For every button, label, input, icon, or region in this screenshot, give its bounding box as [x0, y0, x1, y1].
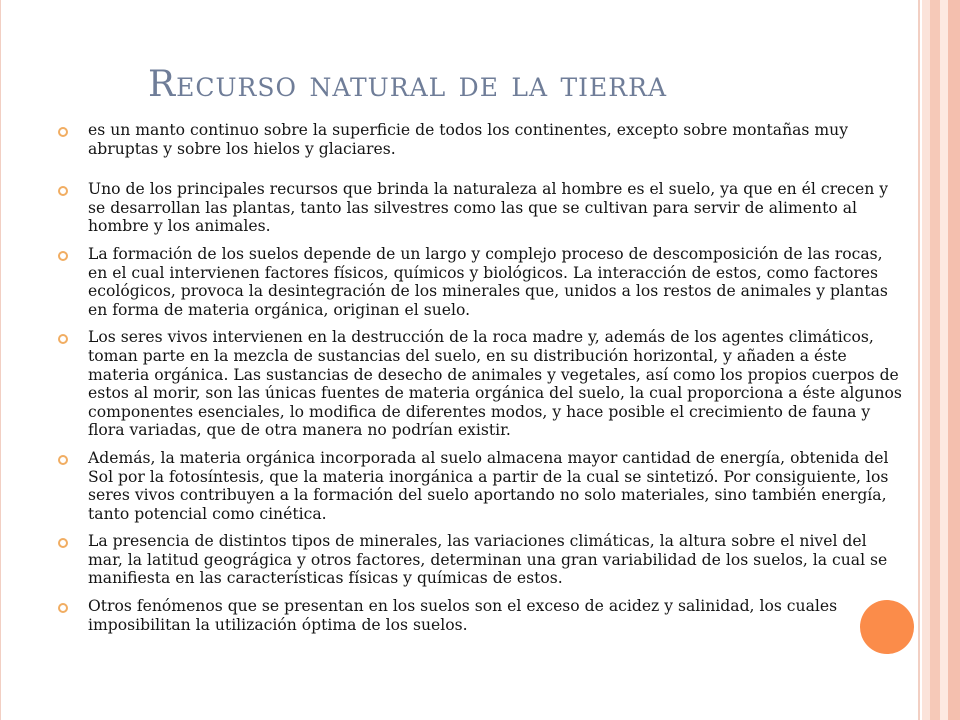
decorative-stripe — [948, 0, 960, 720]
bullet-icon — [58, 603, 68, 613]
decorative-stripe — [940, 0, 948, 720]
bullet-item — [58, 328, 904, 440]
bullet-text: Otros fenómenos que se presentan en los suelos son el exceso de acidez y salinidad, los cuales imposibilitan la utilización óptima de los suelos. — [88, 597, 838, 634]
bullet-item — [58, 245, 904, 319]
bullet-item — [58, 121, 904, 158]
bullet-text: Además, la materia orgánica incorporada al suelo almacena mayor cantidad de energía, obtenida del Sol por la fotosíntesis, que la materia inorgánica a partir de la cual se sintetizó. Por consiguiente, los seres vivos contribuyen a la formación del suelo aportando no solo materiales, sino también energía, tanto potencial como cinética. — [88, 448, 889, 523]
bullet-text: La presencia de distintos tipos de minerales, las variaciones climáticas, la altura sobre el nivel del mar, la latitud geográgica y otros factores, determinan una gran variabilidad de los suelos, la cual se manifiesta en las características físicas y químicas de estos. — [88, 532, 888, 588]
bullet-text: Los seres vivos intervienen en la destrucción de la roca madre y, además de los agentes climáticos, toman parte en la mezcla de sustancias del suelo, en su distribución horizontal, y añaden a éste materia orgánica. Las sustancias de desecho de animales y vegetales, así como los propios cuerpos de estos al morir, son las únicas fuentes de materia orgánica del suelo, la cual proporciona a éste algunos componentes esenciales, lo modifica de diferentes modos, y hace posible el crecimiento de fauna y flora variadas, que de otra manera no podrían existir. — [88, 328, 902, 440]
decorative-stripe — [930, 0, 940, 720]
bullet-list — [58, 121, 904, 634]
bullet-item — [58, 532, 904, 588]
bullet-icon — [58, 251, 68, 261]
bullet-text: Uno de los principales recursos que brinda la naturaleza al hombre es el suelo, ya que en él crecen y se desarrollan las plantas, tanto las silvestres como las que se cultivan para servir de alimento al hombre y los animales. — [88, 180, 889, 236]
bullet-icon — [58, 538, 68, 548]
bullet-icon — [58, 127, 68, 137]
bullet-text: es un manto continuo sobre la superficie de todos los continentes, excepto sobre montañas muy abruptas y sobre los hielos y glaciares. — [88, 121, 849, 158]
bullet-icon — [58, 334, 68, 344]
bullet-text: La formación de los suelos depende de un largo y complejo proceso de descomposición de las rocas, en el cual intervienen factores físicos, químicos y biológicos. La interacción de estos, como factores ecológicos, provoca la desintegración de los minerales que, unidos a los restos de animales y plantas en forma de materia orgánica, originan el suelo. — [88, 244, 888, 319]
bullet-icon — [58, 186, 68, 196]
bullet-item — [58, 180, 904, 236]
slide-title: Recurso natural de la tierra — [148, 64, 668, 105]
bullet-icon — [58, 455, 68, 465]
bullet-item — [58, 597, 904, 634]
orange-circle-decoration — [860, 600, 914, 654]
bullet-item — [58, 449, 904, 523]
decorative-stripe — [922, 0, 930, 720]
